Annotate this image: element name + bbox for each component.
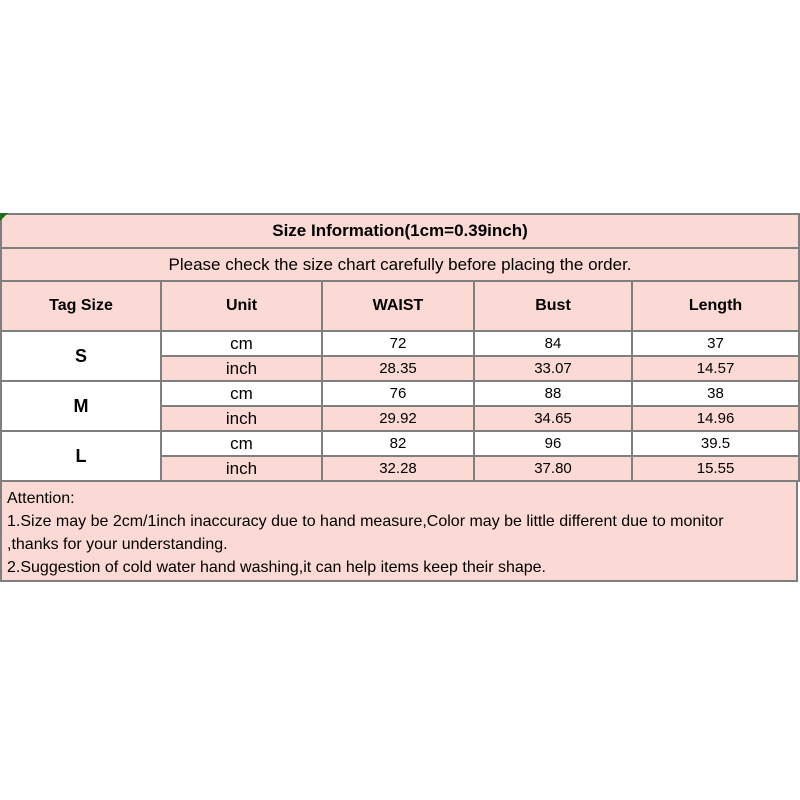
value-s-inch-waist: 28.35 [322, 356, 474, 381]
value-m-cm-bust: 88 [474, 381, 632, 406]
value-m-inch-length: 14.96 [632, 406, 799, 431]
unit-label-cm: cm [161, 331, 322, 356]
tag-size-l: L [1, 431, 161, 481]
unit-label-inch: inch [161, 406, 322, 431]
attention-line-2: 2.Suggestion of cold water hand washing,it can help items keep their shape. [7, 559, 546, 576]
column-header-length: Length [632, 281, 799, 331]
column-header-tag-size: Tag Size [1, 281, 161, 331]
unit-label-cm: cm [161, 431, 322, 456]
tag-size-m: M [1, 381, 161, 431]
attention-line-1-cont: ,thanks for your understanding. [7, 536, 228, 553]
size-table [0, 213, 800, 482]
size-information-sheet [0, 213, 798, 582]
column-header-waist: WAIST [322, 281, 474, 331]
value-s-inch-bust: 33.07 [474, 356, 632, 381]
value-l-cm-bust: 96 [474, 431, 632, 456]
column-header-bust: Bust [474, 281, 632, 331]
value-m-cm-waist: 76 [322, 381, 474, 406]
unit-label-inch: inch [161, 356, 322, 381]
value-m-inch-waist: 29.92 [322, 406, 474, 431]
table-row [1, 381, 799, 406]
unit-label-inch: inch [161, 456, 322, 481]
column-header-unit: Unit [161, 281, 322, 331]
value-l-inch-bust: 37.80 [474, 456, 632, 481]
value-l-inch-waist: 32.28 [322, 456, 474, 481]
value-s-cm-bust: 84 [474, 331, 632, 356]
spreadsheet-corner-marker-icon [0, 213, 8, 221]
value-l-cm-length: 39.5 [632, 431, 799, 456]
attention-title: Attention: [7, 490, 75, 507]
value-s-cm-waist: 72 [322, 331, 474, 356]
table-subtitle: Please check the size chart carefully before placing the order. [1, 248, 799, 281]
attention-line-1: 1.Size may be 2cm/1inch inaccuracy due to hand measure,Color may be little different due to monitor [7, 513, 724, 530]
tag-size-s: S [1, 331, 161, 381]
value-m-cm-length: 38 [632, 381, 799, 406]
unit-label-cm: cm [161, 381, 322, 406]
value-m-inch-bust: 34.65 [474, 406, 632, 431]
table-title: Size Information(1cm=0.39inch) [1, 214, 799, 248]
attention-note [0, 482, 798, 582]
value-l-inch-length: 15.55 [632, 456, 799, 481]
table-row [1, 331, 799, 356]
table-row [1, 431, 799, 456]
value-l-cm-waist: 82 [322, 431, 474, 456]
value-s-cm-length: 37 [632, 331, 799, 356]
value-s-inch-length: 14.57 [632, 356, 799, 381]
